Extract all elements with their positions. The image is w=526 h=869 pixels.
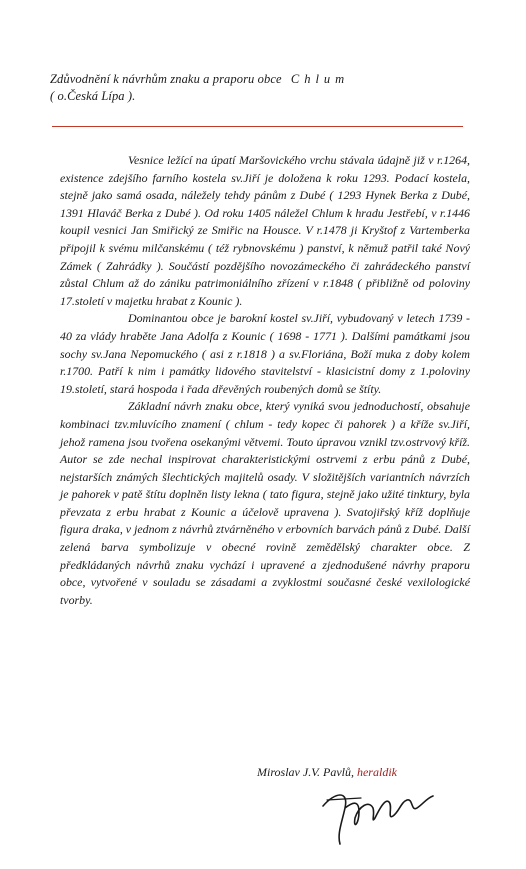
heading-region: ( o.Česká Lípa ).	[50, 89, 136, 103]
paragraph-monuments: Dominantou obce je barokní kostel sv.Jiří, vybudovaný v letech 1739 - 40 za vlády hraběte Jana Adolfa z Kounic ( 1698 - 1771 ). Dalšími památkami jsou sochy sv.Jana Nepomuckého ( asi z r.1818 ) a sv.Floriána, Boží muka z doby kolem r.1700. Patří k nim i památky lidového stavitelství - klasicistní domy z 1.poloviny 19.století, stará hospoda i řada dřevěných roubených domů se štíty.	[60, 311, 470, 396]
paragraph-history: Vesnice ležící na úpatí Maršovického vrchu stávala údajně již v r.1264, existence zdejšího farního kostela sv.Jiří je doložena k roku 1293. Podací kostela, stejně jako samá osada, náležely tehdy pánům z Dubé ( 1293 Hynek Berka z Dubé, 1391 Hlaváč Berka z Dubé ). Od roku 1405 náležel Chlum k hradu Jestřebí, v r.1446 koupil vesnici Jan Smiřický ze Smiřic na Housce. V r.1478 ji Kryštof z Vartemberka připojil k svému milčanskému ( též rybnovskému ) panství, k němuž patřil také Nový Zámek ( Zahrádky ). Součástí pozdějšího novozámeckého či zahrádeckého panství zůstal Chlum až do zániku patrimoniálního zřízení v r.1848 ( přibližně od poloviny 17.století v majetku hrabat z Kounic ).	[60, 153, 470, 308]
paragraph-coat-of-arms: Základní návrh znaku obce, který vyniká svou jednoduchostí, obsahuje kombinaci tzv.mluvícího znamení ( chlum - tedy kopec či pahorek ) a kříže sv.Jiří, jehož ramena jsou tvořena osekanými větvemi. Touto úpravou vznikl tzv.ostrvový kříž. Autor se zde nechal inspirovat charakteristickými ostrvemi z erbu pánů z Dubé, nejstarších známých šlechtických majitelů osady. V složitějších variantních návrzích je pahorek v patě štítu doplněn listy lekna ( tato figura, stejně jako užité tinktury, byla převzata z erbu hrabat z Kounic a účelově upravena ). Svatojiřský kříž doplňuje figura draka, v jednom z návrhů ztvárněného v erbovních barvách pánů z Dubé. Další zelená barva symbolizuje v obecné rovině zemědělský charakter obce. Z předkládaných návrhů znaku vychází i upravené a zjednodušené návrhy praporu obce, vytvořené v souladu se zásadami a zvyklostmi současné české vexilologické tvorby.	[60, 399, 470, 607]
heading-divider	[52, 126, 463, 127]
heading-title: Zdůvodnění k návrhům znaku a praporu obce	[50, 72, 282, 86]
author-role: heraldik	[356, 765, 397, 779]
heading-town-name: Chlum	[290, 72, 350, 86]
author-name: Miroslav J.V. Pavlů,	[257, 765, 354, 779]
document-heading	[50, 71, 470, 105]
handwritten-signature	[315, 778, 445, 848]
document-body	[60, 152, 470, 609]
